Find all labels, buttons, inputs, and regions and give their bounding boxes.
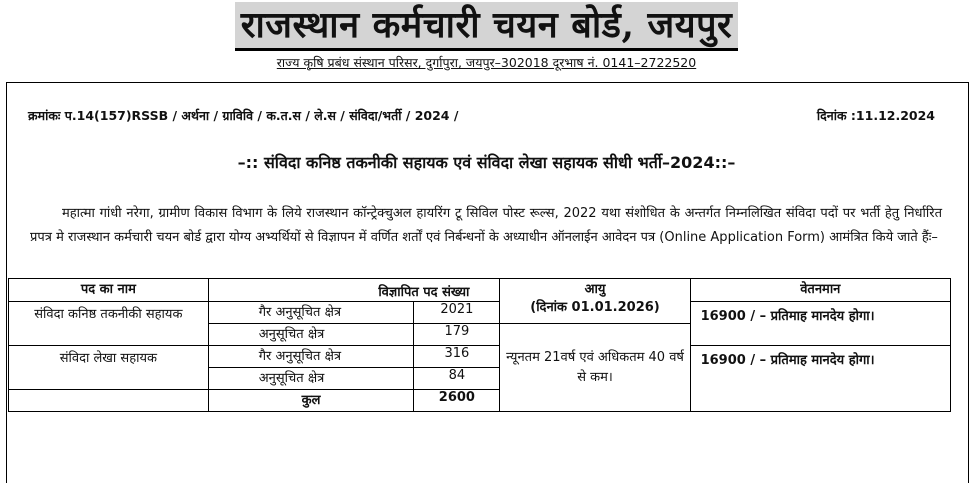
pay-scale: 16900 / – प्रतिमाह मानदेय होगा।	[690, 302, 950, 346]
post-name: संविदा लेखा सहायक	[9, 346, 209, 390]
header-vacancies-label: विज्ञापित पद संख्या	[414, 279, 500, 302]
vacancy-table	[8, 278, 951, 412]
notice-subject: –:: संविदा कनिष्ठ तकनीकी सहायक एवं संविदा लेखा सहायक सीधी भर्ती–2024::–	[237, 153, 736, 172]
notice-date: दिनांक :11.12.2024	[816, 108, 935, 123]
board-title: राजस्थान कर्मचारी चयन बोर्ड, जयपुर	[235, 2, 739, 51]
header-post: पद का नाम	[9, 279, 209, 302]
vacancy-count: 179	[414, 324, 500, 346]
header-pay: वेतनमान	[690, 279, 950, 302]
board-address: राज्य कृषि प्रबंध संस्थान परिसर, दुर्गापुरा, जयपुर–302018 दूरभाष नं. 0141–2722520	[276, 55, 697, 70]
category: गैर अनुसूचित क्षेत्र	[208, 346, 414, 368]
table-header-row	[9, 279, 951, 302]
pay-scale: 16900 / – प्रतिमाह मानदेय होगा।	[690, 346, 950, 412]
table-row	[9, 346, 951, 368]
category: अनुसूचित क्षेत्र	[208, 368, 414, 390]
total-label: कुल	[208, 390, 414, 412]
vacancy-count: 84	[414, 368, 500, 390]
vacancy-count: 316	[414, 346, 500, 368]
vacancy-count: 2021	[414, 302, 500, 324]
header-age-date: (दिनांक 01.01.2026)	[530, 300, 660, 315]
notice-paragraph: महात्मा गांधी नरेगा, ग्रामीण विकास विभाग के लिये राजस्थान कॉन्ट्रेक्चुअल हायरिंग टू सिविल पोस्ट रूल्स, 2022 यथा संशोधित के अन्तर्गत निम्नलिखित संविदा पदों पर भर्ती हेतु निर्धारित प्रपत्र मे राजस्थान कर्मचारी चयन बोर्ड द्वारा योग्य अभ्यर्थियों से विज्ञापन में वर्णित शर्तों एवं निर्बन्धनों के अध्याधीन ऑनलाईन आवेदन पत्र (Online Application Form) आमंत्रित किये जाते हैंः–	[30, 206, 942, 245]
category: गैर अनुसूचित क्षेत्र	[208, 302, 414, 324]
header-age-label: आयु	[584, 282, 606, 297]
post-name: संविदा कनिष्ठ तकनीकी सहायक	[9, 302, 209, 346]
total-spacer	[9, 390, 209, 412]
total-value: 2600	[414, 390, 500, 412]
header-age	[500, 279, 690, 324]
reference-number: क्रमांकः प.14(157)RSSB / अर्थना / ग्राविवि / क.त.स / ले.स / संविदा/भर्ती / 2024 /	[28, 108, 459, 123]
category: अनुसूचित क्षेत्र	[208, 324, 414, 346]
age-limit: न्यूनतम 21वर्ष एवं अधिकतम 40 वर्ष से कम।	[500, 324, 690, 412]
table-row	[9, 302, 951, 324]
